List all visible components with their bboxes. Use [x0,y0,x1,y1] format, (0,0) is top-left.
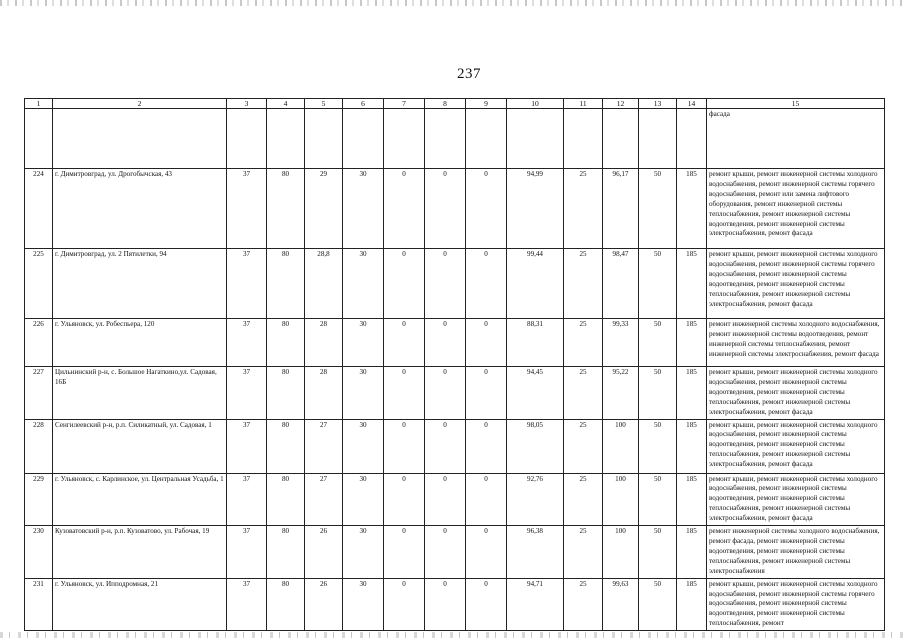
cell-col-9: 0 [466,249,507,319]
scan-edge-top [0,0,905,6]
column-header-14: 14 [677,99,707,109]
cell-col-5: 27 [305,419,343,473]
cell-col-4: 80 [267,319,305,367]
cell-col-4: 80 [267,419,305,473]
cell-col-14: 185 [677,367,707,420]
cell-col-8: 0 [425,526,466,579]
row-number: 231 [25,578,53,631]
row-number: 227 [25,367,53,420]
cell-col-7: 0 [384,473,425,526]
cell-col-4: 80 [267,367,305,420]
cell-col-6: 30 [343,169,384,249]
cell-col-3: 37 [227,526,267,579]
cell-col-3: 37 [227,169,267,249]
works-cell: ремонт крыши, ремонт инженерной системы холодного водоснабжения, ремонт инженерной системы водоотведения, ремонт инженерной системы теплоснабжения, ремонт инженерной системы электроснабжения, ремонт фасада [707,419,885,473]
cell-col-12: 100 [603,526,639,579]
cell-col-7: 0 [384,367,425,420]
cell-col-3: 37 [227,578,267,631]
cell-col-8: 0 [425,578,466,631]
data-table [24,98,885,631]
address-cell: Цильнинский р-н, с. Большое Нагаткино,ул. Садовая, 16Б [53,367,227,420]
column-header-12: 12 [603,99,639,109]
cell-col-6: 30 [343,367,384,420]
cell-col-14: 185 [677,419,707,473]
column-header-13: 13 [639,99,677,109]
cell-col-14: 185 [677,473,707,526]
cell-col-12: 100 [603,419,639,473]
address-cell: г. Ульяновск, ул. Робеспьера, 120 [53,319,227,367]
cell-col-11: 25 [564,419,603,473]
works-cell: ремонт инженерной системы холодного водоснабжения, ремонт инженерной системы водоотведения, ремонт инженерной системы теплоснабжения, ремонт инженерной системы электроснабжения, ремонт фасада [707,319,885,367]
column-header-2: 2 [53,99,227,109]
scan-edge-bottom [0,632,905,638]
cell-col-12: 96,17 [603,169,639,249]
cell-col-13: 50 [639,249,677,319]
cell-col-8: 0 [425,473,466,526]
column-header-4: 4 [267,99,305,109]
cell-col-9: 0 [466,169,507,249]
cell-col-7: 0 [384,578,425,631]
cell-col-8: 0 [425,169,466,249]
column-header-8: 8 [425,99,466,109]
cell-col-13: 50 [639,419,677,473]
cell-col-9: 0 [466,578,507,631]
cell-col-4: 80 [267,526,305,579]
works-cell: ремонт крыши, ремонт инженерной системы холодного водоснабжения, ремонт инженерной системы водоотведения, ремонт инженерной системы теплоснабжения, ремонт инженерной системы электроснабжения, ремонт фасада [707,367,885,420]
cell-col-5: 26 [305,526,343,579]
cell-col-3: 37 [227,367,267,420]
cell-col-3: 37 [227,419,267,473]
cell-col-12: 95,22 [603,367,639,420]
table-row [25,169,885,249]
cell-col-10: 99,44 [507,249,564,319]
works-cell: ремонт крыши, ремонт инженерной системы холодного водоснабжения, ремонт инженерной системы водоотведения, ремонт инженерной системы теплоснабжения, ремонт инженерной системы электроснабжения, ремонт фасада [707,473,885,526]
address-cell: Кузоватовский р-н, р.п. Кузоватово, ул. Рабочая, 19 [53,526,227,579]
cell-col-6: 30 [343,526,384,579]
cell-col-5: 28,8 [305,249,343,319]
cell-col-6: 30 [343,419,384,473]
cell-col-13: 50 [639,367,677,420]
cell-col-8: 0 [425,419,466,473]
cell-col-7: 0 [384,419,425,473]
cell-col-11: 25 [564,367,603,420]
cell-col-6: 30 [343,319,384,367]
cell-col-10: 96,38 [507,526,564,579]
cell-col-5: 26 [305,578,343,631]
cell-col-11: 25 [564,578,603,631]
column-header-10: 10 [507,99,564,109]
cell-col-10: 98,05 [507,419,564,473]
cell-col-10: 94,99 [507,169,564,249]
cell-col-12: 99,33 [603,319,639,367]
row-number: 224 [25,169,53,249]
table-row [25,319,885,367]
cell-col-9: 0 [466,419,507,473]
cell-col-14: 185 [677,169,707,249]
row-number: 229 [25,473,53,526]
cell-col-14: 185 [677,578,707,631]
cell-col-10: 94,71 [507,578,564,631]
cell-col-10: 88,31 [507,319,564,367]
cell-col-8: 0 [425,367,466,420]
table-row [25,367,885,420]
cell-col-4: 80 [267,169,305,249]
cell-col-3: 37 [227,319,267,367]
cell-col-9: 0 [466,526,507,579]
cell-col-9: 0 [466,319,507,367]
column-header-5: 5 [305,99,343,109]
cell-col-7: 0 [384,319,425,367]
cell-col-11: 25 [564,526,603,579]
table-row [25,526,885,579]
cell-col-13: 50 [639,526,677,579]
cell-col-3: 37 [227,249,267,319]
row-number: 225 [25,249,53,319]
cell-col-6: 30 [343,249,384,319]
cell-col-13: 50 [639,473,677,526]
cell-col-9: 0 [466,473,507,526]
cell-col-8: 0 [425,319,466,367]
cell-col-9: 0 [466,367,507,420]
table-row [25,419,885,473]
cell-col-14: 185 [677,319,707,367]
cell-col-7: 0 [384,169,425,249]
cell-col-3: 37 [227,473,267,526]
row-number: 228 [25,419,53,473]
carry-over-works: фасада [707,109,885,169]
cell-col-11: 25 [564,473,603,526]
works-cell: ремонт крыши, ремонт инженерной системы холодного водоснабжения, ремонт инженерной системы горячего водоснабжения, ремонт инженерной системы водоотведения, ремонт инженерной системы теплоснабжения, ремонт инженерной системы электроснабжения, ремонт фасада [707,249,885,319]
cell-col-13: 50 [639,578,677,631]
cell-col-8: 0 [425,249,466,319]
cell-col-12: 99,63 [603,578,639,631]
column-header-9: 9 [466,99,507,109]
address-cell: г. Ульяновск, ул. Ипподромная, 21 [53,578,227,631]
column-header-3: 3 [227,99,267,109]
address-cell: г. Ульяновск, с. Карлинское, ул. Центральная Усадьба, 1 [53,473,227,526]
cell-col-12: 100 [603,473,639,526]
cell-col-14: 185 [677,249,707,319]
cell-col-10: 92,76 [507,473,564,526]
cell-col-7: 0 [384,249,425,319]
column-header-7: 7 [384,99,425,109]
carry-over-row [25,109,885,169]
cell-col-7: 0 [384,526,425,579]
row-number: 226 [25,319,53,367]
column-header-1: 1 [25,99,53,109]
column-header-11: 11 [564,99,603,109]
column-header-15: 15 [707,99,885,109]
cell-col-12: 98,47 [603,249,639,319]
cell-col-11: 25 [564,319,603,367]
column-header-6: 6 [343,99,384,109]
page-number: 237 [457,66,481,82]
header-row [25,99,885,109]
address-cell: г. Димитровград, ул. Дрогобычская, 43 [53,169,227,249]
cell-col-14: 185 [677,526,707,579]
cell-col-11: 25 [564,249,603,319]
cell-col-5: 29 [305,169,343,249]
cell-col-10: 94,45 [507,367,564,420]
table-row [25,578,885,631]
address-cell: Сенгилеевский р-н, р.п. Силикатный, ул. Садовая, 1 [53,419,227,473]
works-cell: ремонт инженерной системы холодного водоснабжения, ремонт фасада, ремонт инженерной системы водоотведения, ремонт инженерной системы теплоснабжения, ремонт инженерной системы электроснабжения [707,526,885,579]
cell-col-5: 28 [305,319,343,367]
row-number: 230 [25,526,53,579]
works-cell: ремонт крыши, ремонт инженерной системы холодного водоснабжения, ремонт инженерной системы горячего водоснабжения, ремонт или замена лифтового оборудования, ремонт инженерной системы теплоснабжения, ремонт инженерной системы водоотведения, ремонт инженерной системы электроснабжения, ремонт фасада [707,169,885,249]
cell-col-5: 27 [305,473,343,526]
cell-col-6: 30 [343,578,384,631]
table-row [25,249,885,319]
cell-col-6: 30 [343,473,384,526]
cell-col-11: 25 [564,169,603,249]
table-row [25,473,885,526]
cell-col-4: 80 [267,578,305,631]
cell-col-13: 50 [639,169,677,249]
cell-col-4: 80 [267,473,305,526]
cell-col-5: 28 [305,367,343,420]
works-cell: ремонт крыши, ремонт инженерной системы холодного водоснабжения, ремонт инженерной системы горячего водоснабжения, ремонт инженерной системы водоотведения, ремонт инженерной системы теплоснабжения, ремонт [707,578,885,631]
address-cell: г. Димитровград, ул. 2 Пятилетки, 94 [53,249,227,319]
table-body [25,109,885,631]
cell-col-4: 80 [267,249,305,319]
cell-col-13: 50 [639,319,677,367]
